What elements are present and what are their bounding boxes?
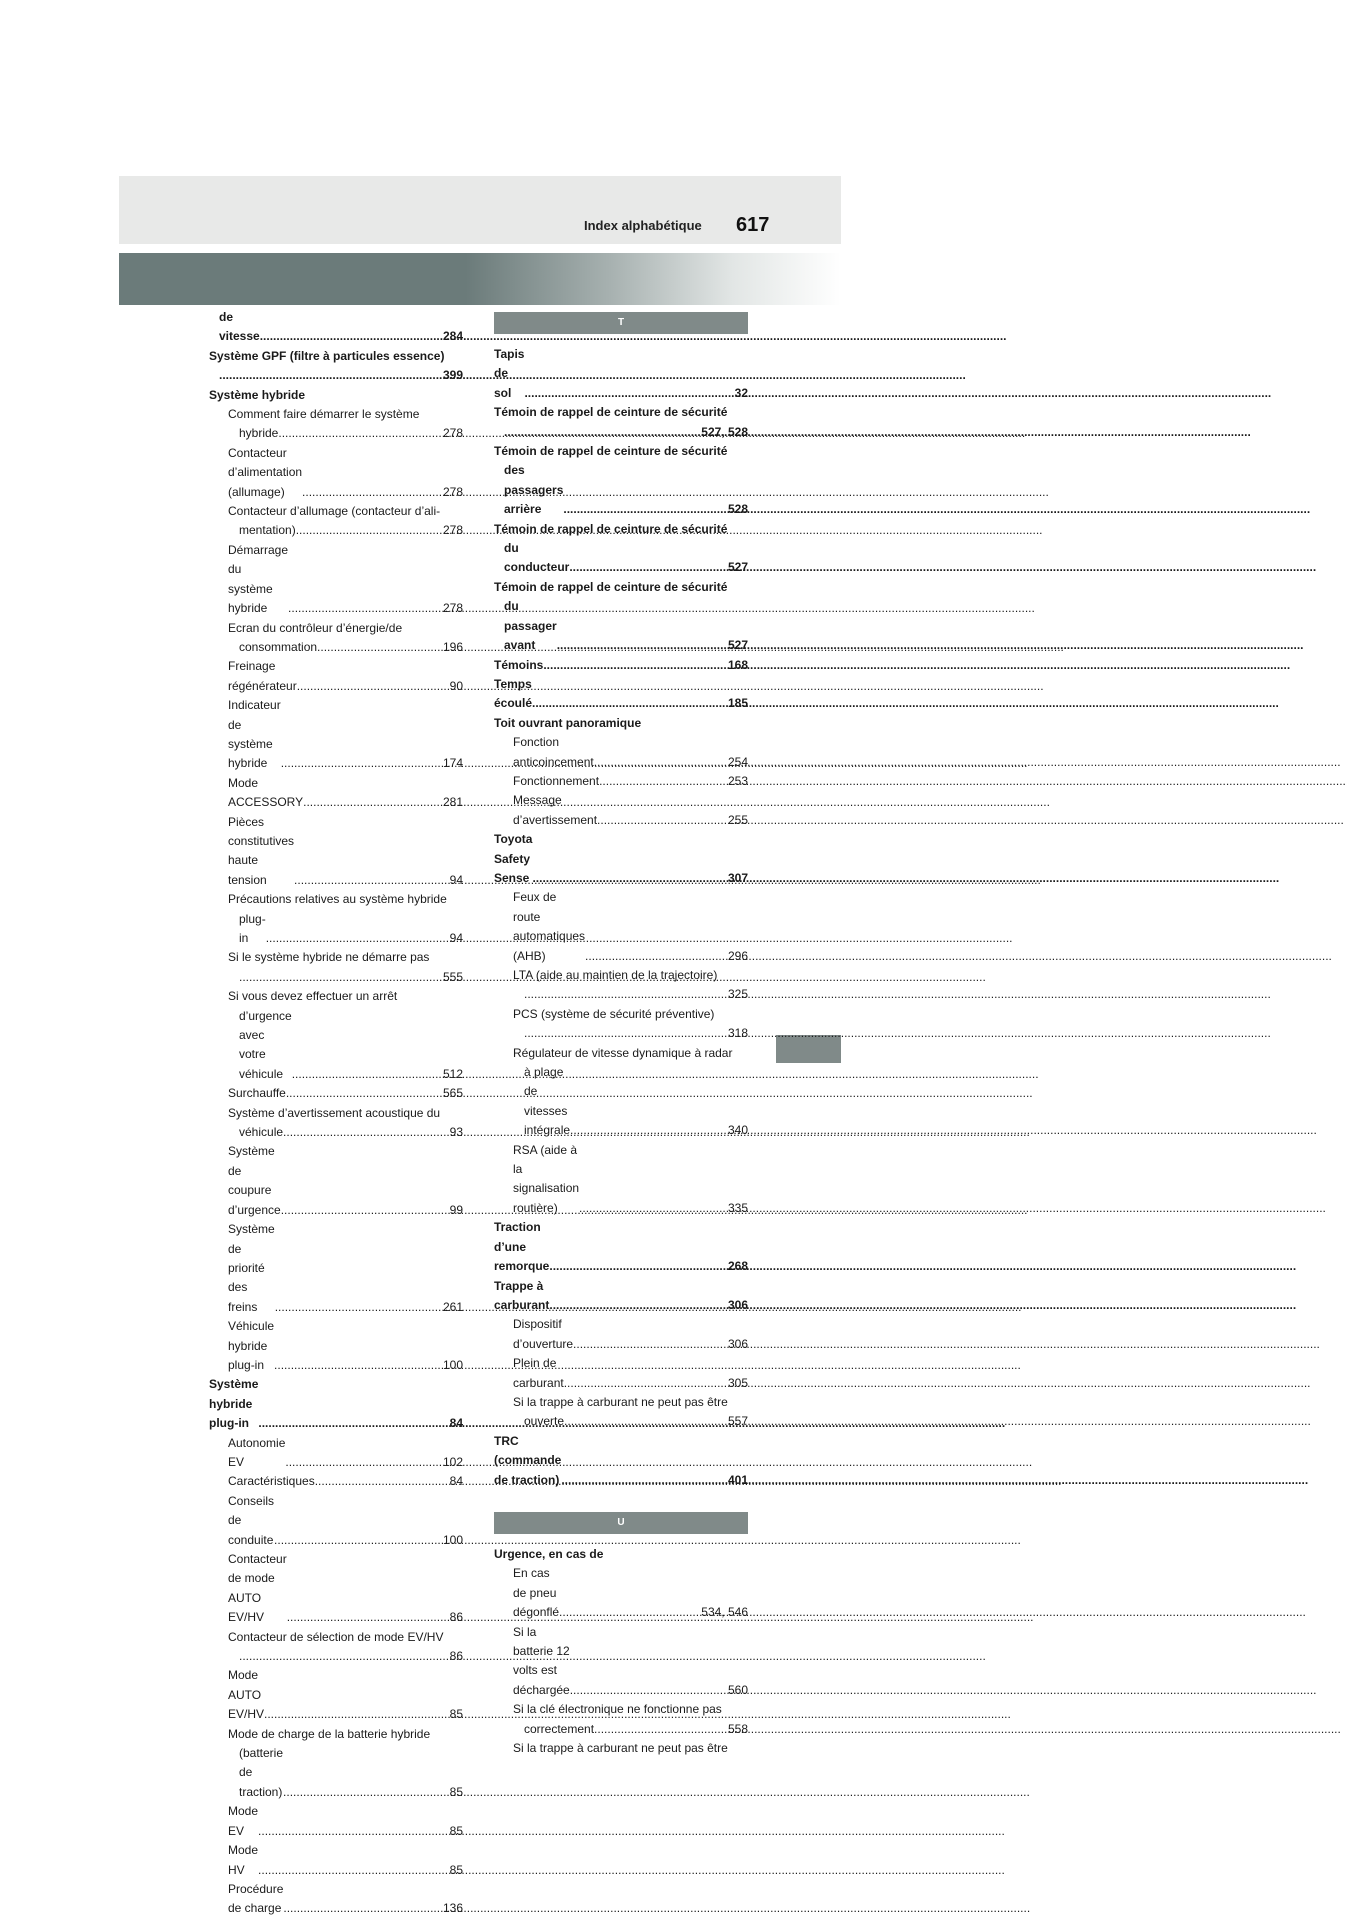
page-reference: 325 bbox=[727, 987, 748, 1002]
index-entry bbox=[494, 597, 748, 655]
index-entry-text bbox=[494, 714, 748, 733]
page-reference: 296 bbox=[727, 948, 748, 963]
entry-text: d’urgence avec votre véhicule bbox=[239, 1008, 292, 1081]
dot-leader bbox=[264, 1705, 450, 1724]
entry-text: TRC (commande de traction) bbox=[494, 1433, 562, 1487]
index-entry-text bbox=[209, 502, 463, 521]
dot-leader bbox=[504, 423, 701, 442]
page-reference: 305 bbox=[727, 1375, 748, 1390]
index-entry bbox=[209, 521, 463, 540]
dot-leader bbox=[283, 1123, 450, 1142]
index-entry-text bbox=[494, 1005, 748, 1024]
index-entry-text bbox=[494, 520, 748, 539]
dot-leader bbox=[570, 1121, 728, 1140]
index-entry-text bbox=[494, 966, 748, 985]
dot-leader bbox=[288, 599, 443, 618]
index-entry bbox=[494, 985, 748, 1004]
dot-leader bbox=[281, 754, 443, 773]
entry-text: Tapis de sol bbox=[494, 347, 525, 400]
index-entry bbox=[209, 1647, 463, 1666]
index-entry bbox=[209, 1492, 463, 1550]
entry-text: Régulateur de vitesse dynamique à radar bbox=[513, 1045, 733, 1060]
dot-leader bbox=[569, 558, 728, 577]
index-entry bbox=[494, 1218, 748, 1276]
entry-text: PCS (système de sécurité préventive) bbox=[513, 1006, 715, 1021]
entry-text: Mode HV bbox=[228, 1843, 259, 1877]
page-reference: 174 bbox=[442, 756, 463, 771]
entry-text: Si la batterie 12 volts est déchargée bbox=[513, 1624, 570, 1697]
index-entry-text bbox=[209, 619, 463, 638]
dot-leader bbox=[564, 1412, 728, 1431]
index-entry-text bbox=[494, 403, 748, 422]
index-entry bbox=[494, 733, 748, 772]
index-entry bbox=[494, 1720, 748, 1739]
entry-text: Mode de charge de la batterie hybride bbox=[228, 1726, 431, 1741]
page-reference: 527 bbox=[727, 560, 748, 575]
dot-leader bbox=[563, 500, 728, 519]
index-entry bbox=[209, 813, 463, 891]
index-entry-text bbox=[209, 347, 463, 366]
page-reference: 306 bbox=[727, 1336, 748, 1351]
page-reference: 401 bbox=[727, 1472, 748, 1487]
index-entry bbox=[209, 1666, 463, 1724]
entry-text: plug-in bbox=[239, 911, 266, 945]
page-reference: 185 bbox=[727, 696, 748, 711]
dot-leader bbox=[258, 1822, 450, 1841]
dot-leader bbox=[274, 1356, 443, 1375]
entry-text: Fonctionnement bbox=[513, 773, 600, 788]
entry-text: Caractéristiques bbox=[228, 1474, 315, 1489]
dot-leader bbox=[302, 483, 443, 502]
page-reference: 281 bbox=[442, 795, 463, 810]
index-entry bbox=[494, 1277, 748, 1316]
header-gradient-band bbox=[119, 253, 841, 305]
index-entry-text bbox=[209, 948, 463, 967]
dot-leader bbox=[557, 636, 728, 655]
dot-leader bbox=[532, 694, 728, 713]
section-u-entries bbox=[494, 1545, 748, 1758]
entry-text: Trappe à carburant bbox=[494, 1278, 550, 1312]
dot-leader bbox=[286, 1084, 443, 1103]
page-reference: 399 bbox=[442, 368, 463, 383]
left-column bbox=[209, 308, 463, 1919]
page-reference: 340 bbox=[727, 1123, 748, 1138]
dot-leader bbox=[219, 366, 443, 385]
entry-text: Indicateur de système hybride bbox=[228, 698, 281, 771]
entry-text: Procédure de charge bbox=[228, 1881, 284, 1916]
page-reference: 512 bbox=[442, 1066, 463, 1081]
page-reference: 136 bbox=[442, 1901, 463, 1916]
entry-text: Conseils de conduite bbox=[228, 1493, 275, 1547]
page-reference: 261 bbox=[442, 1299, 463, 1314]
entry-text: Plein de carburant bbox=[513, 1356, 564, 1390]
entry-text: Système de priorité des freins bbox=[228, 1222, 275, 1314]
page-reference: 100 bbox=[442, 1357, 463, 1372]
dot-leader bbox=[285, 1453, 443, 1472]
page-reference: 94 bbox=[449, 931, 463, 945]
dot-leader bbox=[585, 947, 728, 966]
dot-leader bbox=[543, 656, 728, 675]
dot-leader bbox=[239, 968, 443, 987]
index-entry-text bbox=[209, 1725, 463, 1744]
page-reference: 99 bbox=[449, 1202, 463, 1217]
index-entry bbox=[209, 638, 463, 657]
entry-text: du conducteur bbox=[504, 541, 570, 575]
page-reference: 85 bbox=[449, 1862, 463, 1877]
dot-leader bbox=[258, 1414, 449, 1433]
page-reference: 85 bbox=[449, 1784, 463, 1799]
index-entry bbox=[209, 774, 463, 813]
dot-leader bbox=[297, 677, 450, 696]
dot-leader bbox=[260, 327, 443, 346]
index-entry-text bbox=[494, 1739, 748, 1758]
page-reference: 102 bbox=[442, 1454, 463, 1469]
entry-text: consommation bbox=[239, 639, 318, 654]
dot-leader bbox=[317, 638, 443, 657]
entry-text: Témoin de rappel de ceinture de sécurité bbox=[494, 521, 728, 536]
entry-text: RSA (aide à la signalisation routière) bbox=[513, 1142, 580, 1215]
entry-text: des passagers arrière bbox=[504, 463, 564, 517]
entry-text: Freinage régénérateur bbox=[228, 659, 297, 693]
entry-text: Pièces constitutives haute tension bbox=[228, 814, 295, 887]
entry-text: Contacteur d’allumage (contacteur d’ali- bbox=[228, 504, 441, 519]
index-entry bbox=[209, 1744, 463, 1802]
section-header-t: T bbox=[494, 312, 748, 334]
index-entry bbox=[494, 1354, 748, 1393]
entry-text: mentation) bbox=[239, 523, 296, 538]
index-entry bbox=[209, 424, 463, 443]
dot-leader bbox=[294, 871, 450, 890]
index-entry bbox=[494, 1063, 748, 1141]
page-reference: 318 bbox=[727, 1026, 748, 1041]
dot-leader bbox=[281, 1201, 450, 1220]
index-entry bbox=[209, 696, 463, 774]
entry-text: Système hybride plug-in bbox=[209, 1377, 259, 1431]
page-reference: 558 bbox=[727, 1721, 748, 1736]
entry-text: Message d’avertissement bbox=[513, 793, 598, 827]
entry-text: Toit ouvrant panoramique bbox=[494, 715, 642, 730]
index-entry-text bbox=[494, 1700, 748, 1719]
index-entry bbox=[494, 675, 748, 714]
entry-text: Si la trappe à carburant ne peut pas être bbox=[513, 1741, 728, 1756]
dot-leader bbox=[283, 1899, 443, 1918]
index-entry bbox=[494, 1024, 748, 1043]
entry-text: Autonomie EV bbox=[228, 1435, 286, 1469]
page-reference: 278 bbox=[442, 426, 463, 441]
dot-leader bbox=[524, 985, 728, 1004]
index-entry bbox=[209, 1880, 463, 1919]
entry-text: Fonction anticoincement bbox=[513, 735, 594, 769]
entry-text: Système GPF (filtre à particules essence) bbox=[209, 348, 445, 363]
entry-text: Véhicule hybride plug-in bbox=[228, 1319, 275, 1372]
section-t-entries bbox=[494, 345, 748, 1490]
page-reference: 86 bbox=[449, 1610, 463, 1625]
index-entry bbox=[494, 791, 748, 830]
index-entry bbox=[494, 539, 748, 578]
dot-leader bbox=[561, 1471, 728, 1490]
dot-leader bbox=[239, 1647, 450, 1666]
entry-text: Témoin de rappel de ceinture de sécurité bbox=[494, 405, 728, 420]
index-entry-text bbox=[494, 1545, 748, 1564]
entry-text: à plage de vitesses intégrale bbox=[524, 1065, 571, 1138]
page-reference: 278 bbox=[442, 601, 463, 616]
page-reference: 86 bbox=[449, 1649, 463, 1664]
index-entry bbox=[209, 1550, 463, 1628]
page-reference: 284 bbox=[442, 329, 463, 344]
page-reference: 278 bbox=[442, 523, 463, 538]
entry-text: Témoin de rappel de ceinture de sécurité bbox=[494, 444, 728, 459]
index-entry-text bbox=[209, 890, 463, 909]
entry-text: Ecran du contrôleur d’énergie/de bbox=[228, 620, 403, 635]
entry-text: (batterie de traction) bbox=[239, 1746, 284, 1799]
index-entry bbox=[494, 1623, 748, 1701]
index-entry bbox=[209, 1317, 463, 1375]
index-entry bbox=[494, 345, 748, 403]
dot-leader bbox=[278, 424, 443, 443]
page-reference: 528 bbox=[727, 502, 748, 517]
entry-text: véhicule bbox=[239, 1125, 284, 1140]
page-reference: 168 bbox=[727, 657, 748, 672]
entry-text: de vitesse bbox=[219, 310, 260, 344]
page-reference: 560 bbox=[727, 1682, 748, 1697]
page-reference: 90 bbox=[449, 678, 463, 693]
index-entry bbox=[209, 1841, 463, 1880]
page-reference: 527, 528 bbox=[701, 424, 748, 439]
index-entry bbox=[209, 910, 463, 949]
entry-text: hybride bbox=[239, 426, 279, 441]
index-entry bbox=[494, 1141, 748, 1219]
entry-text: Système de coupure d’urgence bbox=[228, 1144, 281, 1217]
index-entry bbox=[494, 1412, 748, 1431]
entry-text: Démarrage du système hybride bbox=[228, 542, 289, 616]
page-reference: 306 bbox=[727, 1297, 748, 1312]
entry-text: Toyota Safety Sense bbox=[494, 832, 533, 885]
index-entry-text bbox=[209, 987, 463, 1006]
dot-leader bbox=[258, 1861, 450, 1880]
entry-text: Temps écoulé bbox=[494, 676, 533, 711]
dot-leader bbox=[549, 1257, 728, 1276]
index-entry-text bbox=[494, 1044, 748, 1063]
page-reference: 196 bbox=[442, 639, 463, 654]
index-entry bbox=[209, 1375, 463, 1433]
page-reference: 254 bbox=[727, 754, 748, 769]
index-entry bbox=[209, 968, 463, 987]
index-entry-text bbox=[209, 405, 463, 424]
index-entry bbox=[494, 1564, 748, 1622]
dot-leader bbox=[570, 1681, 728, 1700]
page-reference: 307 bbox=[727, 870, 748, 885]
index-entry-text bbox=[494, 1393, 748, 1412]
dot-leader bbox=[564, 1374, 728, 1393]
page-reference: 85 bbox=[449, 1823, 463, 1838]
entry-text: Mode AUTO EV/HV bbox=[228, 1668, 265, 1722]
entry-text: Mode ACCESSORY bbox=[228, 775, 304, 810]
entry-text: Système d’avertissement acoustique du bbox=[228, 1105, 441, 1120]
page-reference: 335 bbox=[727, 1200, 748, 1215]
dot-leader bbox=[315, 1472, 450, 1491]
dot-leader bbox=[573, 1335, 728, 1354]
dot-leader bbox=[296, 521, 443, 540]
dot-leader bbox=[559, 1603, 701, 1622]
dot-leader bbox=[532, 869, 728, 888]
index-entry bbox=[494, 772, 748, 791]
index-entry bbox=[494, 461, 748, 519]
index-entry bbox=[209, 444, 463, 502]
dot-leader bbox=[524, 1024, 728, 1043]
page-reference: 534, 546 bbox=[701, 1605, 748, 1620]
page-reference: 84 bbox=[449, 1416, 463, 1431]
page-reference: 85 bbox=[449, 1707, 463, 1722]
entry-text: Si le système hybride ne démarre pas bbox=[228, 950, 430, 965]
entry-text: Feux de route automatiques (AHB) bbox=[513, 890, 586, 963]
page-reference: 557 bbox=[727, 1414, 748, 1429]
entry-text: Système hybride bbox=[209, 387, 306, 402]
index-entry bbox=[209, 1220, 463, 1317]
index-entry-text bbox=[209, 1104, 463, 1123]
page-reference: 527 bbox=[727, 638, 748, 653]
index-entry bbox=[209, 541, 463, 619]
page-reference: 93 bbox=[449, 1125, 463, 1140]
dot-leader bbox=[599, 772, 728, 791]
index-entry bbox=[209, 1007, 463, 1085]
index-entry bbox=[209, 366, 463, 385]
dot-leader bbox=[287, 1608, 450, 1627]
index-entry bbox=[494, 423, 748, 442]
dot-leader bbox=[594, 753, 728, 772]
entry-text: Contacteur de mode AUTO EV/HV bbox=[228, 1552, 287, 1625]
entry-text: Témoin de rappel de ceinture de sécurité bbox=[494, 579, 728, 594]
dot-leader bbox=[303, 793, 443, 812]
page-reference: 100 bbox=[442, 1532, 463, 1547]
right-column bbox=[494, 308, 748, 1758]
dot-leader bbox=[275, 1298, 443, 1317]
entry-text: du passager avant bbox=[504, 599, 557, 653]
page-reference: 94 bbox=[449, 872, 463, 887]
entry-text: En cas de pneu dégonflé bbox=[513, 1566, 560, 1620]
entry-text: Urgence, en cas de bbox=[494, 1546, 604, 1561]
dot-leader bbox=[274, 1531, 443, 1550]
index-entry-text bbox=[494, 578, 748, 597]
page-reference: 255 bbox=[727, 812, 748, 827]
entry-text: Si vous devez effectuer un arrêt bbox=[228, 989, 398, 1004]
entry-text: Contacteur d’alimentation (allumage) bbox=[228, 445, 303, 499]
page-reference: 565 bbox=[442, 1086, 463, 1101]
page-number: 617 bbox=[736, 214, 770, 236]
entry-text: Contacteur de sélection de mode EV/HV bbox=[228, 1629, 444, 1644]
index-entry-text bbox=[209, 386, 463, 405]
index-entry bbox=[209, 1142, 463, 1220]
index-entry bbox=[209, 657, 463, 696]
entry-text: LTA (aide au maintien de la trajectoire) bbox=[513, 968, 718, 982]
dot-leader bbox=[292, 1065, 443, 1084]
page-reference: 268 bbox=[727, 1259, 748, 1274]
entry-text: correctement bbox=[524, 1721, 595, 1736]
entry-text: Témoins bbox=[494, 657, 544, 672]
index-entry bbox=[494, 656, 748, 675]
index-entry bbox=[494, 830, 748, 888]
entry-text: Si la clé électronique ne fonctionne pas bbox=[513, 1702, 722, 1717]
dot-leader bbox=[549, 1296, 728, 1315]
header-band bbox=[119, 176, 841, 244]
index-entry bbox=[209, 1802, 463, 1841]
dot-leader bbox=[579, 1199, 728, 1218]
entry-text: Surchauffe bbox=[228, 1086, 286, 1101]
entry-text: Comment faire démarrer le système bbox=[228, 407, 420, 422]
dot-leader bbox=[524, 384, 734, 403]
dot-leader bbox=[283, 1783, 450, 1802]
page-reference: 253 bbox=[727, 773, 748, 788]
entry-text: Dispositif d’ouverture bbox=[513, 1317, 574, 1351]
index-entry bbox=[209, 1123, 463, 1142]
index-entry-text bbox=[494, 442, 748, 461]
dot-leader bbox=[597, 811, 728, 830]
index-entry-text bbox=[209, 1628, 463, 1647]
index-entry bbox=[494, 888, 748, 966]
page-reference: 278 bbox=[442, 484, 463, 499]
section-header-u: U bbox=[494, 1512, 748, 1534]
index-entry bbox=[209, 308, 463, 347]
dot-leader bbox=[266, 929, 450, 948]
entry-text: Traction d’une remorque bbox=[494, 1220, 550, 1274]
entry-text: Mode EV bbox=[228, 1804, 259, 1838]
section-title: Index alphabétique bbox=[584, 218, 702, 233]
page-reference: 555 bbox=[442, 969, 463, 984]
index-entry bbox=[494, 1315, 748, 1354]
index-entry bbox=[209, 1084, 463, 1103]
entry-text: Si la trappe à carburant ne peut pas être bbox=[513, 1394, 728, 1409]
page-reference: 84 bbox=[449, 1474, 463, 1489]
entry-text: ouverte bbox=[524, 1414, 565, 1429]
dot-leader bbox=[594, 1720, 728, 1739]
entry-text: Précautions relatives au système hybride bbox=[228, 892, 447, 907]
index-entry bbox=[494, 1432, 748, 1490]
page-reference: 32 bbox=[734, 385, 748, 400]
index-entry bbox=[209, 1434, 463, 1473]
index-entry bbox=[209, 1472, 463, 1491]
